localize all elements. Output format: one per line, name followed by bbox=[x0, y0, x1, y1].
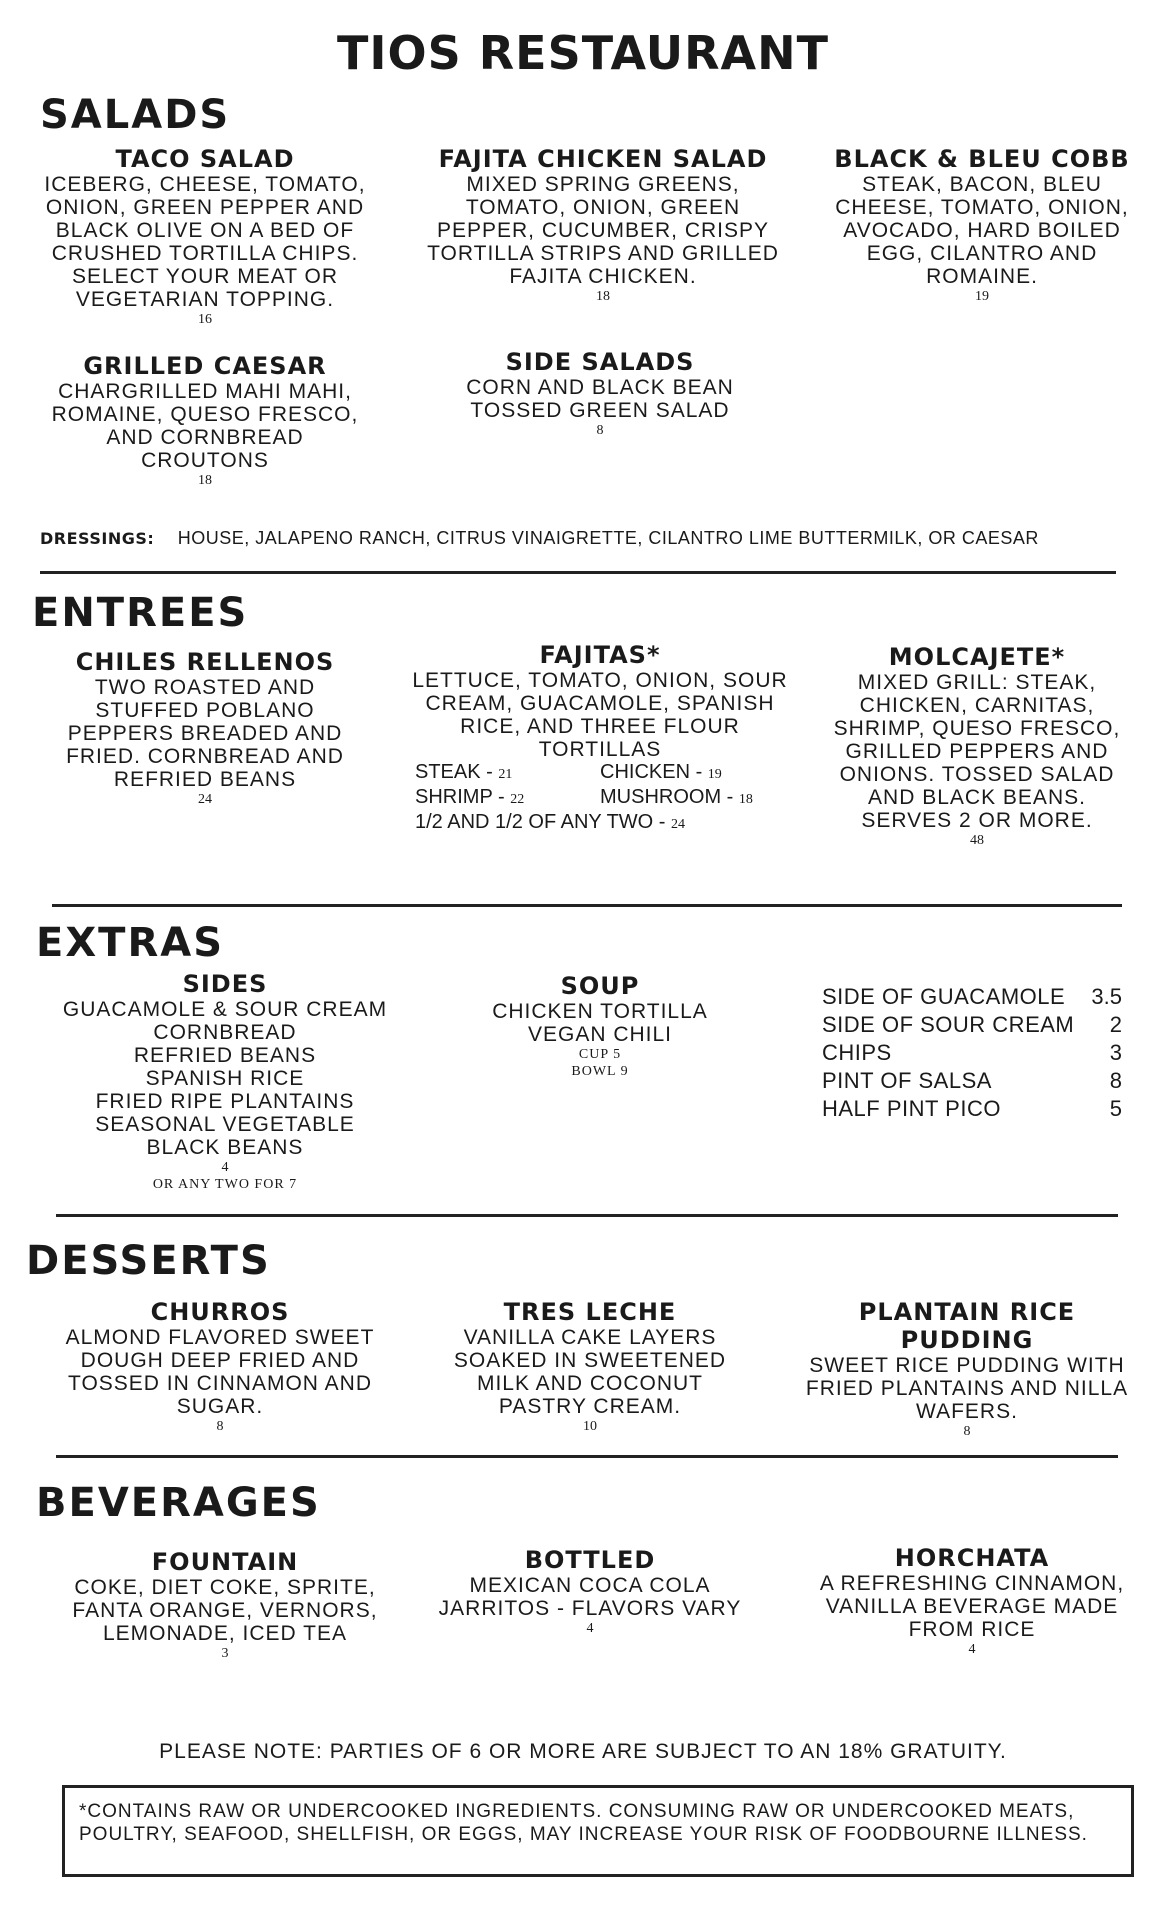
item-name: CHURROS bbox=[150, 1298, 290, 1326]
item-price: 48 bbox=[970, 833, 984, 848]
restaurant-title: TIOS RESTAURANT bbox=[337, 26, 829, 80]
item-description: A REFRESHING CINNAMON, VANILLA BEVERAGE MADE FROM RICE bbox=[819, 1572, 1125, 1641]
sides-item: REFRIED BEANS bbox=[133, 1044, 317, 1067]
item-name: HORCHATA bbox=[894, 1544, 1050, 1572]
menu-item-molcajete bbox=[822, 643, 1132, 849]
fajita-option-steak: STEAK - 21 bbox=[415, 761, 513, 783]
soup-cup-price: CUP 5 bbox=[578, 1047, 622, 1062]
sides-item: GUACAMOLE & SOUR CREAM bbox=[62, 998, 388, 1021]
sides-item: FRIED RIPE PLANTAINS bbox=[95, 1090, 355, 1113]
extras-price-list bbox=[822, 983, 1122, 1123]
menu-item-bottled bbox=[420, 1546, 760, 1637]
menu-item-chiles-rellenos bbox=[50, 648, 360, 808]
sides-combo-note: OR ANY TWO FOR 7 bbox=[152, 1177, 298, 1192]
fajita-option-chicken: CHICKEN - 19 bbox=[600, 761, 722, 783]
sides-item: BLACK BEANS bbox=[146, 1136, 304, 1159]
item-name: SIDES bbox=[182, 970, 268, 998]
menu-item-plantain-rice-pudding bbox=[797, 1298, 1137, 1440]
dressings-label: DRESSINGS: bbox=[40, 529, 155, 548]
menu-item-fajita-chicken-salad bbox=[418, 145, 788, 305]
list-item: HALF PINT PICO 5 bbox=[822, 1096, 1122, 1121]
dressings-list: HOUSE, JALAPENO RANCH, CITRUS VINAIGRETTE, CILANTRO LIME BUTTERMILK, OR CAESAR bbox=[177, 528, 1039, 548]
item-name: MOLCAJETE* bbox=[888, 643, 1066, 671]
item-name: BOTTLED bbox=[524, 1546, 656, 1574]
list-item: SIDE OF SOUR CREAM 2 bbox=[822, 1012, 1122, 1037]
list-item: SIDE OF GUACAMOLE 3.5 bbox=[822, 984, 1122, 1009]
item-price: 4 bbox=[968, 1642, 976, 1657]
menu-item-grilled-caesar bbox=[40, 352, 370, 489]
menu-item-tres-leche bbox=[440, 1298, 740, 1435]
item-description: CORN AND BLACK BEAN TOSSED GREEN SALAD bbox=[466, 376, 734, 422]
item-description: ICEBERG, CHEESE, TOMATO, ONION, GREEN PEPPER AND BLACK OLIVE ON A BED OF CRUSHED TORTILLA CHIPS. SELECT YOUR MEAT OR VEGETARIAN TOPPING. bbox=[44, 173, 366, 311]
item-description: MIXED GRILL: STEAK, CHICKEN, CARNITAS, SHRIMP, QUESO FRESCO, GRILLED PEPPERS AND ONIONS. TOSSED SALAD AND BLACK BEANS. SERVES 2 OR MORE. bbox=[833, 671, 1121, 832]
item-description: TWO ROASTED AND STUFFED POBLANO PEPPERS BREADED AND FRIED. CORNBREAD AND REFRIED BEANS bbox=[66, 676, 344, 791]
list-item: CHIPS 3 bbox=[822, 1040, 1122, 1065]
menu-item-fountain bbox=[60, 1548, 390, 1662]
sides-item: SEASONAL VEGETABLE bbox=[95, 1113, 355, 1136]
menu-item-side-salads bbox=[440, 348, 760, 439]
item-name: PLANTAIN RICE PUDDING bbox=[858, 1298, 1076, 1354]
fajita-option-shrimp: SHRIMP - 22 bbox=[415, 786, 525, 808]
item-name: SIDE SALADS bbox=[505, 348, 695, 376]
fajita-option-combo: 1/2 AND 1/2 OF ANY TWO - 24 bbox=[415, 811, 686, 833]
sides-item: CORNBREAD bbox=[153, 1021, 297, 1044]
menu-item-churros bbox=[50, 1298, 390, 1435]
dressings-line bbox=[40, 528, 1039, 549]
item-description: MIXED SPRING GREENS, TOMATO, ONION, GREEN PEPPER, CUCUMBER, CRISPY TORTILLA STRIPS AND GRILLED FAJITA CHICKEN. bbox=[427, 173, 779, 288]
section-title-extras: EXTRAS bbox=[36, 920, 225, 966]
item-name: FOUNTAIN bbox=[151, 1548, 299, 1576]
menu-item-fajitas bbox=[410, 641, 790, 836]
item-price: 4 bbox=[586, 1621, 594, 1636]
item-price: 18 bbox=[596, 289, 610, 304]
section-title-salads: SALADS bbox=[40, 92, 231, 138]
item-description: LETTUCE, TOMATO, ONION, SOUR CREAM, GUACAMOLE, SPANISH RICE, AND THREE FLOUR TORTILLAS bbox=[412, 669, 788, 761]
item-description: STEAK, BACON, BLEU CHEESE, TOMATO, ONION, AVOCADO, HARD BOILED EGG, CILANTRO AND ROMAINE. bbox=[835, 173, 1129, 288]
item-name: SOUP bbox=[560, 972, 640, 1000]
gratuity-notice: PLEASE NOTE: PARTIES OF 6 OR MORE ARE SUBJECT TO AN 18% GRATUITY. bbox=[159, 1740, 1007, 1763]
item-description: MEXICAN COCA COLA JARRITOS - FLAVORS VARY bbox=[438, 1574, 742, 1620]
item-description: VANILLA CAKE LAYERS SOAKED IN SWEETENED MILK AND COCONUT PASTRY CREAM. bbox=[453, 1326, 727, 1418]
item-price: 18 bbox=[198, 473, 212, 488]
section-title-beverages: BEVERAGES bbox=[36, 1480, 321, 1526]
soup-item: VEGAN CHILI bbox=[527, 1023, 673, 1046]
menu-item-soup bbox=[460, 972, 740, 1080]
item-name: CHILES RELLENOS bbox=[75, 648, 335, 676]
fajita-price-options bbox=[415, 761, 785, 836]
item-name: FAJITA CHICKEN SALAD bbox=[438, 145, 768, 173]
divider bbox=[56, 1455, 1118, 1458]
item-name: FAJITAS* bbox=[539, 641, 661, 669]
divider bbox=[40, 571, 1116, 574]
item-description: SWEET RICE PUDDING WITH FRIED PLANTAINS AND NILLA WAFERS. bbox=[805, 1354, 1129, 1423]
item-price: 24 bbox=[198, 792, 212, 807]
item-price: 8 bbox=[596, 423, 604, 438]
raw-food-disclaimer: *CONTAINS RAW OR UNDERCOOKED INGREDIENTS. CONSUMING RAW OR UNDERCOOKED MEATS, POULTRY, SEAFOOD, SHELLFISH, OR EGGS, MAY INCREASE YOUR RISK OF FOODBOURNE ILLNESS. bbox=[62, 1785, 1134, 1877]
item-price: 16 bbox=[198, 312, 212, 327]
item-price: 8 bbox=[216, 1419, 224, 1434]
item-description: ALMOND FLAVORED SWEET DOUGH DEEP FRIED AND TOSSED IN CINNAMON AND SUGAR. bbox=[65, 1326, 375, 1418]
soup-bowl-price: BOWL 9 bbox=[571, 1064, 629, 1079]
item-description: CHARGRILLED MAHI MAHI, ROMAINE, QUESO FRESCO, AND CORNBREAD CROUTONS bbox=[51, 380, 359, 472]
item-name: TACO SALAD bbox=[115, 145, 295, 173]
section-title-desserts: DESSERTS bbox=[26, 1238, 271, 1284]
fajita-option-mushroom: MUSHROOM - 18 bbox=[600, 786, 753, 808]
sides-item: SPANISH RICE bbox=[145, 1067, 305, 1090]
menu-item-black-bleu-cobb bbox=[822, 145, 1142, 305]
item-description: COKE, DIET COKE, SPRITE, FANTA ORANGE, VERNORS, LEMONADE, ICED TEA bbox=[72, 1576, 378, 1645]
divider bbox=[56, 1214, 1118, 1217]
item-price: 3 bbox=[221, 1646, 229, 1661]
list-item: PINT OF SALSA 8 bbox=[822, 1068, 1122, 1093]
item-name: GRILLED CAESAR bbox=[83, 352, 327, 380]
menu-item-sides bbox=[40, 970, 410, 1193]
item-price: 19 bbox=[975, 289, 989, 304]
menu-item-horchata bbox=[797, 1544, 1147, 1658]
divider bbox=[52, 904, 1122, 907]
item-name: TRES LECHE bbox=[503, 1298, 677, 1326]
item-price: 4 bbox=[221, 1160, 229, 1175]
menu-item-taco-salad bbox=[30, 145, 380, 328]
item-price: 10 bbox=[583, 1419, 597, 1434]
section-title-entrees: ENTREES bbox=[32, 590, 249, 636]
item-name: BLACK & BLEU COBB bbox=[834, 145, 1130, 173]
item-price: 8 bbox=[963, 1424, 971, 1439]
soup-item: CHICKEN TORTILLA bbox=[492, 1000, 708, 1023]
